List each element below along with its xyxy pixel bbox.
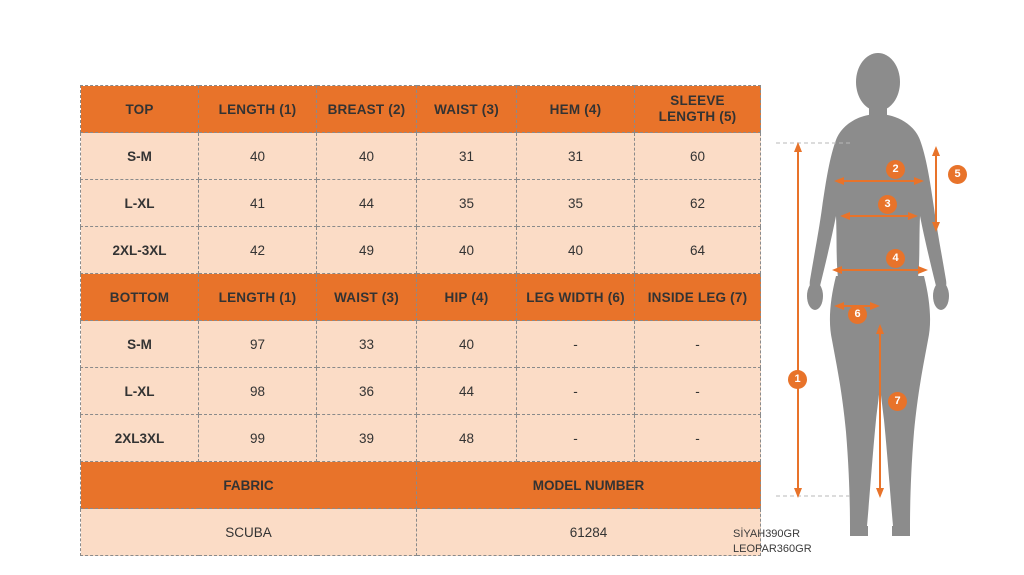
- row-label-size: 2XL-3XL: [81, 227, 199, 274]
- table-footer-value-row: [81, 509, 761, 556]
- table-row: [81, 133, 761, 180]
- column-header-leg-width: LEG WIDTH (6): [517, 274, 635, 321]
- cell-value: 40: [517, 227, 635, 274]
- table-header-row-bottom: [81, 274, 761, 321]
- cell-value: 33: [317, 321, 417, 368]
- column-header-waist: WAIST (3): [317, 274, 417, 321]
- cell-value: -: [635, 415, 761, 462]
- column-header-waist: WAIST (3): [417, 86, 517, 133]
- cell-value: 41: [199, 180, 317, 227]
- row-label-size: S-M: [81, 321, 199, 368]
- measurement-badge-3: 3: [878, 195, 897, 214]
- cell-value: 98: [199, 368, 317, 415]
- sleeve-header-line2: LENGTH (5): [658, 109, 737, 124]
- cell-value: 35: [517, 180, 635, 227]
- cell-value: 31: [417, 133, 517, 180]
- female-body-silhouette-icon: [770, 40, 1024, 575]
- column-header-breast: BREAST (2): [317, 86, 417, 133]
- cell-value: -: [517, 415, 635, 462]
- cell-value: 40: [199, 133, 317, 180]
- table-footer-header-row: [81, 462, 761, 509]
- product-codes: [733, 527, 812, 557]
- cell-value: 40: [417, 227, 517, 274]
- column-header-hip: HIP (4): [417, 274, 517, 321]
- cell-value: -: [635, 321, 761, 368]
- size-chart-table: [80, 85, 761, 556]
- cell-value: 35: [417, 180, 517, 227]
- cell-value: 44: [317, 180, 417, 227]
- measurement-badge-7: 7: [888, 392, 907, 411]
- cell-value: 40: [317, 133, 417, 180]
- cell-value: -: [517, 321, 635, 368]
- row-label-size: S-M: [81, 133, 199, 180]
- cell-value: 64: [635, 227, 761, 274]
- cell-value: 97: [199, 321, 317, 368]
- cell-value: 40: [417, 321, 517, 368]
- measurement-figure: [770, 40, 1024, 575]
- sleeve-header-line1: SLEEVE: [670, 93, 725, 109]
- column-header-top: TOP: [81, 86, 199, 133]
- column-header-sleeve-length: [635, 86, 761, 133]
- cell-value: -: [517, 368, 635, 415]
- cell-value: 48: [417, 415, 517, 462]
- model-number-value: 61284: [417, 509, 761, 556]
- table-row: [81, 415, 761, 462]
- cell-value: -: [635, 368, 761, 415]
- column-header-hem: HEM (4): [517, 86, 635, 133]
- cell-value: 49: [317, 227, 417, 274]
- row-label-size: L-XL: [81, 180, 199, 227]
- table-row: [81, 368, 761, 415]
- fabric-header: FABRIC: [81, 462, 417, 509]
- column-header-inside-leg: INSIDE LEG (7): [635, 274, 761, 321]
- measurement-badge-1: 1: [788, 370, 807, 389]
- cell-value: 60: [635, 133, 761, 180]
- column-header-bottom: BOTTOM: [81, 274, 199, 321]
- column-header-length: LENGTH (1): [199, 274, 317, 321]
- measurement-badge-5: 5: [948, 165, 967, 184]
- product-code-line2: LEOPAR360GR: [733, 542, 812, 555]
- table-header-row-top: [81, 86, 761, 133]
- cell-value: 36: [317, 368, 417, 415]
- product-code-line1: SİYAH390GR: [733, 528, 801, 540]
- table-row: [81, 180, 761, 227]
- table-row: [81, 321, 761, 368]
- column-header-length: LENGTH (1): [199, 86, 317, 133]
- measurement-badge-6: 6: [848, 305, 867, 324]
- cell-value: 62: [635, 180, 761, 227]
- table-row: [81, 227, 761, 274]
- cell-value: 42: [199, 227, 317, 274]
- cell-value: 44: [417, 368, 517, 415]
- fabric-value: SCUBA: [81, 509, 417, 556]
- measurement-badge-2: 2: [886, 160, 905, 179]
- row-label-size: L-XL: [81, 368, 199, 415]
- cell-value: 99: [199, 415, 317, 462]
- cell-value: 31: [517, 133, 635, 180]
- cell-value: 39: [317, 415, 417, 462]
- measurement-badge-4: 4: [886, 249, 905, 268]
- model-number-header: MODEL NUMBER: [417, 462, 761, 509]
- row-label-size: 2XL3XL: [81, 415, 199, 462]
